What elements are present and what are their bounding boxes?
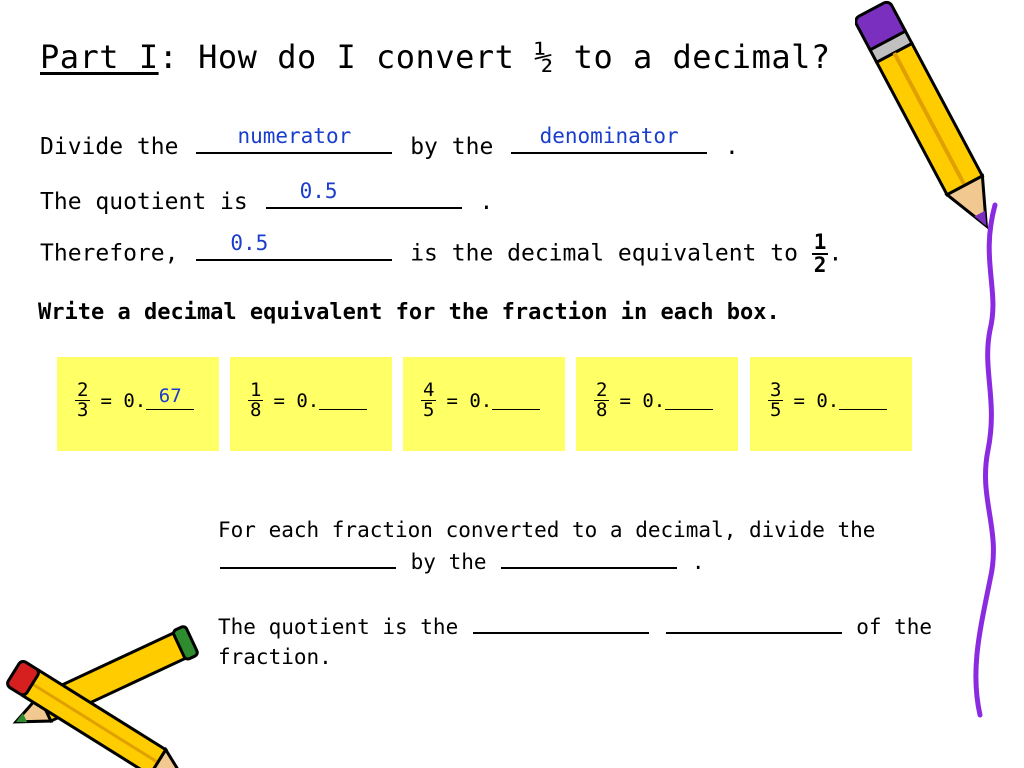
quotient-text: The quotient is xyxy=(40,189,248,215)
instruction: Write a decimal equivalent for the fraction in each box. xyxy=(38,300,780,325)
dividend-blank xyxy=(220,547,396,569)
box-equals: = 0. xyxy=(446,389,493,412)
box-numerator: 2 xyxy=(596,379,608,401)
title-question: : How do I convert ½ to a decimal? xyxy=(158,38,831,76)
fraction-numerator: 1 xyxy=(813,230,827,254)
fraction-box-2 xyxy=(230,357,392,451)
answer-blank xyxy=(839,391,887,410)
fraction-word: fraction. xyxy=(218,645,332,669)
box-numerator: 4 xyxy=(423,379,435,401)
of-the-text: of the xyxy=(856,615,933,639)
therefore-text: Therefore, xyxy=(40,240,179,267)
box-answer: 67 xyxy=(158,385,182,407)
quotient-blank xyxy=(266,179,462,209)
conversion-text: For each fraction converted to a decimal, divide the xyxy=(218,518,876,542)
period: . xyxy=(828,240,843,267)
by-the-text: by the xyxy=(410,134,494,160)
title-part: Part I xyxy=(40,38,159,76)
answer-blank xyxy=(146,385,194,410)
numerator-answer: numerator xyxy=(237,124,352,148)
box-numerator: 2 xyxy=(77,379,89,401)
divide-text: Divide the xyxy=(40,134,179,160)
divisor-blank xyxy=(501,547,677,569)
fraction-box-4 xyxy=(576,357,738,451)
therefore-line xyxy=(40,232,842,276)
period: . xyxy=(725,134,739,160)
equivalent-blank xyxy=(196,230,392,261)
box-equals: = 0. xyxy=(100,389,147,412)
denominator-answer: denominator xyxy=(539,124,679,148)
by-the-text: by the xyxy=(410,550,487,574)
pencil-icon xyxy=(855,0,1005,245)
answer-blank xyxy=(319,391,367,410)
quotient-blank-1 xyxy=(473,612,649,634)
equivalent-answer: 0.5 xyxy=(230,230,269,255)
box-denominator: 5 xyxy=(770,399,782,421)
squiggle-line-decoration xyxy=(940,200,1020,720)
fraction-box-3 xyxy=(403,357,565,451)
equivalent-text: is the decimal equivalent to xyxy=(410,240,798,267)
quotient-text: The quotient is the xyxy=(218,615,459,639)
quotient-paragraph xyxy=(218,612,948,672)
box-equals: = 0. xyxy=(619,389,666,412)
box-denominator: 5 xyxy=(423,399,435,421)
half-fraction xyxy=(812,232,829,276)
box-denominator: 8 xyxy=(250,399,262,421)
period: . xyxy=(479,189,494,215)
quotient-answer: 0.5 xyxy=(299,179,338,203)
page-title xyxy=(40,38,831,76)
box-denominator: 8 xyxy=(596,399,608,421)
fraction-denominator: 2 xyxy=(813,253,827,277)
box-numerator: 3 xyxy=(770,379,782,401)
box-denominator: 3 xyxy=(77,399,89,421)
answer-blank xyxy=(665,391,713,410)
fraction-box-5 xyxy=(750,357,912,451)
divide-line xyxy=(40,124,739,160)
denominator-blank xyxy=(511,124,707,154)
quotient-line xyxy=(40,179,494,215)
pencils-icon xyxy=(0,620,205,768)
period: . xyxy=(691,550,705,574)
fraction-box-1 xyxy=(57,357,219,451)
answer-blank xyxy=(492,391,540,410)
box-equals: = 0. xyxy=(793,389,840,412)
conversion-paragraph xyxy=(218,514,938,578)
quotient-blank-2 xyxy=(666,612,842,634)
box-numerator: 1 xyxy=(250,379,262,401)
numerator-blank xyxy=(196,124,392,154)
box-equals: = 0. xyxy=(273,389,320,412)
